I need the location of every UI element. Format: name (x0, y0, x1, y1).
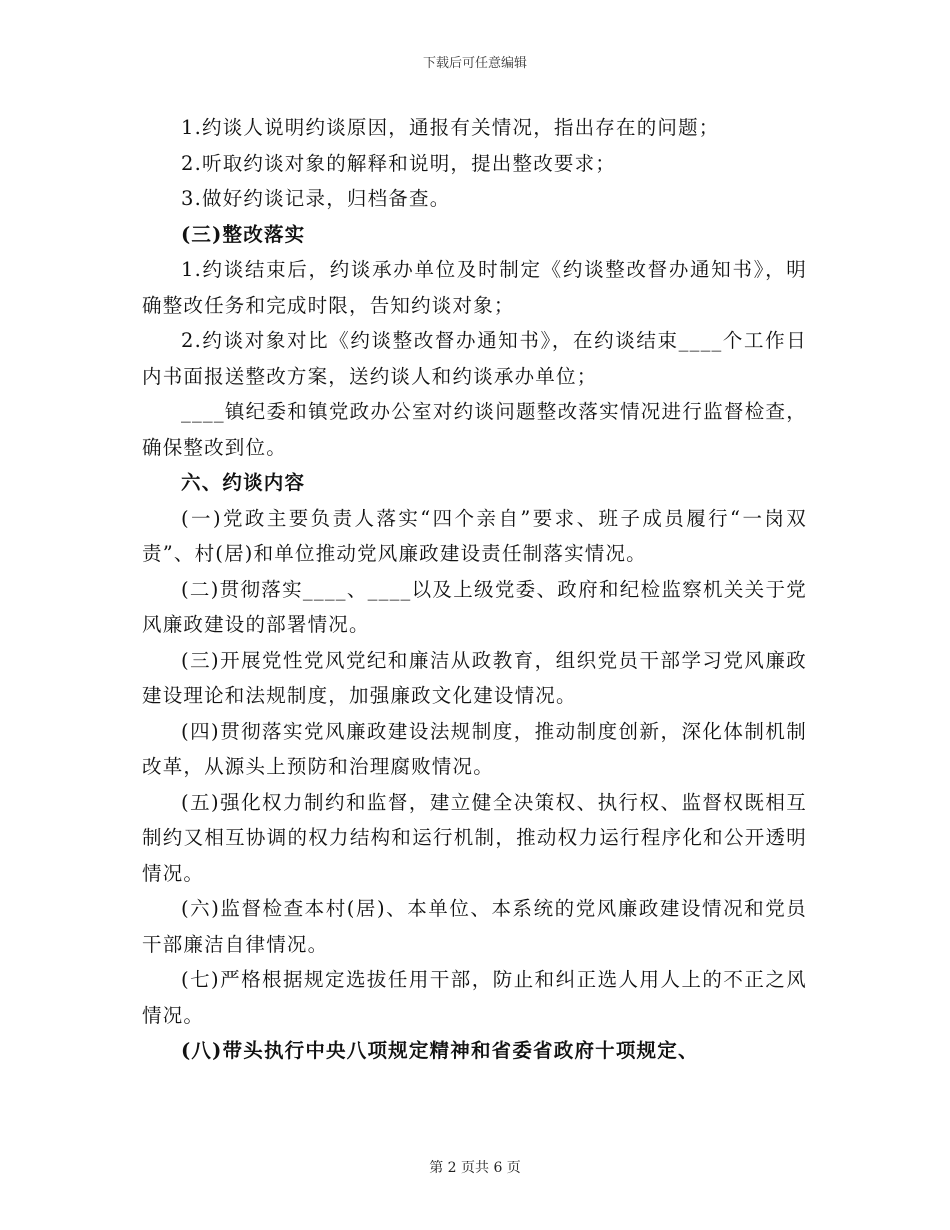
paragraph-11: (三)开展党性党风党纪和廉洁从政教育，组织党员干部学习党风廉政建设理论和法规制度，加强廉政文化建设情况。 (142, 648, 807, 707)
paragraph-3: 3.做好约谈记录，归档备查。 (181, 187, 451, 210)
paragraph-9: (一)党政主要负责人落实“四个亲自”要求、班子成员履行“一岗双责”、村(居)和单位推动党风廉政建设责任制落实情况。 (142, 506, 807, 565)
paragraph-6: 2.约谈对象对比《约谈整改督办通知书》，在约谈结束____个工作日内书面报送整改方案，送约谈人和约谈承办单位； (142, 329, 807, 388)
paragraph-15: (七)严格根据规定选拔任用干部，防止和纠正选人用人上的不正之风情况。 (142, 968, 807, 1027)
page-footer: 第 2 页共 6 页 (429, 1160, 521, 1176)
paragraph-12: (四)贯彻落实党风廉政建设法规制度，推动制度创新，深化体制机制改革，从源头上预防和治理腐败情况。 (142, 719, 807, 778)
paragraph-16: (八)带头执行中央八项规定精神和省委省政府十项规定、 (181, 1039, 699, 1062)
section-heading-content: 六、约谈内容 (181, 471, 306, 494)
paragraph-2: 2.听取约谈对象的解释和说明，提出整改要求； (181, 151, 617, 175)
document-body (142, 110, 807, 1069)
section-heading-rectification: (三)整改落实 (181, 222, 306, 246)
paragraph-1: 1.约谈人说明约谈原因，通报有关情况，指出存在的问题； (181, 116, 720, 139)
paragraph-7: ____镇纪委和镇党政办公室对约谈问题整改落实情况进行监督检查，确保整改到位。 (142, 400, 807, 459)
paragraph-14: (六)监督检查本村(居)、本单位、本系统的党风廉政建设情况和党员干部廉洁自律情况。 (142, 897, 807, 956)
paragraph-13: (五)强化权力制约和监督，建立健全决策权、执行权、监督权既相互制约又相互协调的权力结构和运行机制，推动权力运行程序化和公开透明情况。 (142, 790, 807, 885)
page-header: 下载后可任意编辑 (422, 56, 527, 71)
paragraph-5: 1.约谈结束后，约谈承办单位及时制定《约谈整改督办通知书》，明确整改任务和完成时限，告知约谈对象； (142, 258, 807, 317)
paragraph-10: (二)贯彻落实____、____以及上级党委、政府和纪检监察机关关于党风廉政建设的部署情况。 (142, 577, 807, 636)
